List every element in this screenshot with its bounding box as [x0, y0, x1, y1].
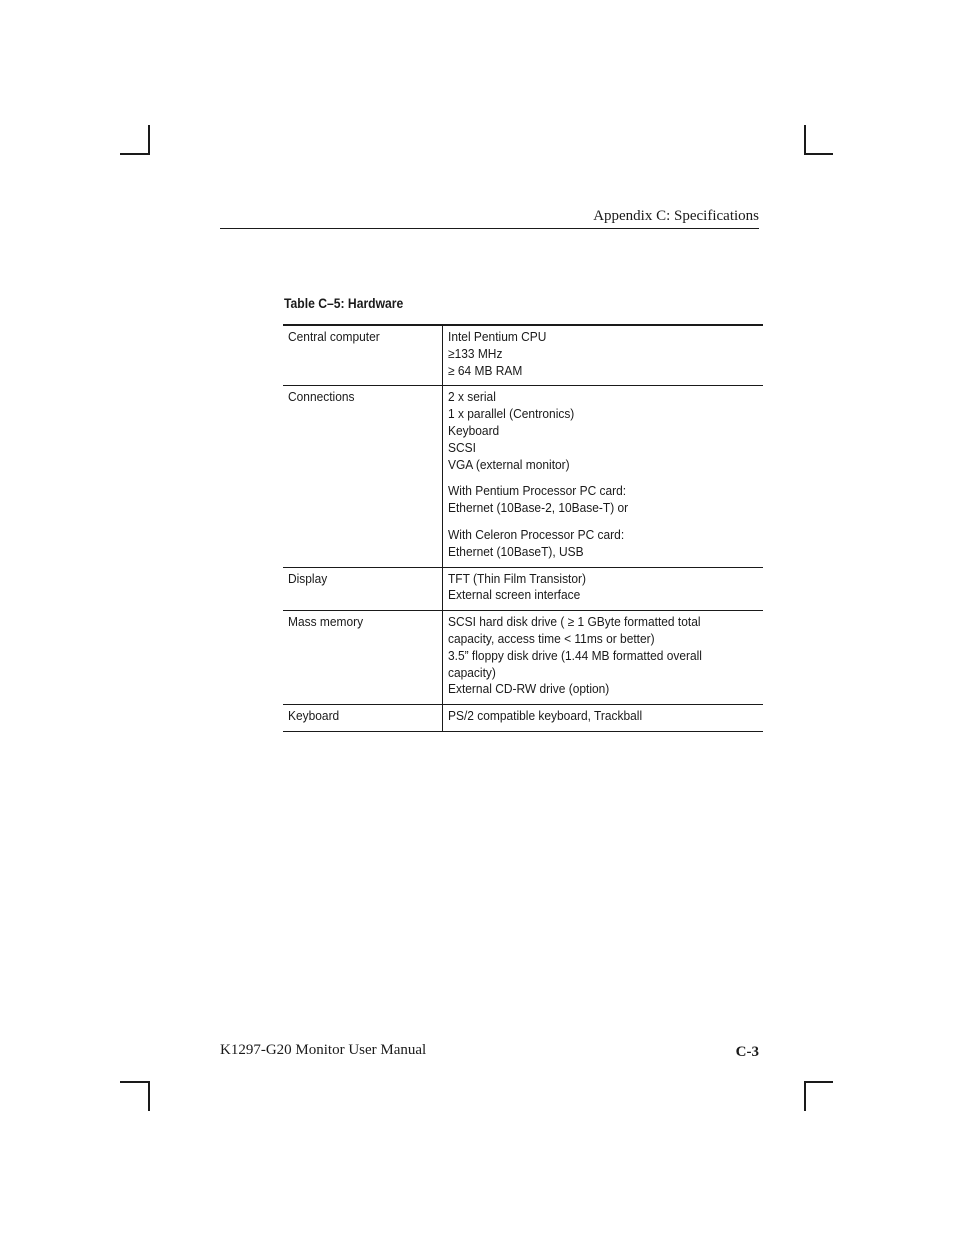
spec-value-text: capacity): [448, 664, 496, 680]
spec-label: Central computer: [288, 329, 380, 344]
spec-value-text: capacity, access time < 11ms or better): [448, 630, 655, 646]
spec-value-line: [448, 389, 758, 406]
spec-value-text: VGA (external monitor): [448, 456, 570, 472]
crop-mark-bottom-right-horizontal: [804, 1081, 833, 1083]
crop-mark-top-left-vertical: [148, 125, 150, 155]
spec-value-line: [448, 587, 758, 604]
spec-value-text: Ethernet (10Base-2, 10Base-T) or: [448, 500, 629, 516]
spec-value-line: [448, 631, 758, 648]
header-rule: [220, 228, 759, 229]
spec-value-group: [448, 527, 758, 561]
spec-value-text: Intel Pentium CPU: [448, 329, 547, 344]
spec-value-text: 1 x parallel (Centronics): [448, 406, 575, 422]
spec-value-line: [448, 648, 758, 665]
spec-value-line: [448, 571, 758, 588]
spec-value-text: Ethernet (10BaseT), USB: [448, 543, 584, 559]
table-row: [283, 567, 763, 611]
spec-value-cell: [443, 611, 764, 705]
spec-value-text: PS/2 compatible keyboard, Trackball: [448, 708, 643, 724]
spec-value-group: [448, 708, 758, 725]
spec-value-line: [448, 363, 758, 380]
spec-value-text: TFT (Thin Film Transistor): [448, 570, 586, 586]
crop-mark-top-left-horizontal: [120, 153, 150, 155]
spec-value-text: With Pentium Processor PC card:: [448, 483, 627, 499]
spec-value-group: [448, 614, 758, 698]
footer-manual-title: K1297-G20 Monitor User Manual: [220, 1042, 427, 1058]
spec-value-text: SCSI: [448, 439, 476, 455]
spec-value-group: [448, 389, 758, 473]
spec-value-line: [448, 544, 758, 561]
hardware-table: [283, 324, 763, 732]
spec-value-text: External CD-RW drive (option): [448, 681, 610, 697]
spec-value-text: External screen interface: [448, 587, 581, 603]
spec-value-cell: [443, 567, 764, 611]
spec-value-text: ≥ 64 MB RAM: [448, 362, 523, 378]
table-row: [283, 611, 763, 705]
crop-mark-top-right-vertical: [804, 125, 806, 155]
footer-page-number: C-3: [735, 1044, 759, 1060]
table-caption: Table C–5: Hardware: [284, 296, 404, 311]
spec-label-cell: [283, 705, 443, 732]
spec-label: Keyboard: [288, 708, 340, 724]
spec-value-text: 3.5” floppy disk drive (1.44 MB formatted overall: [448, 647, 702, 663]
spec-value-group: [448, 329, 758, 379]
spec-value-line: [448, 665, 758, 682]
crop-mark-bottom-left-vertical: [148, 1081, 150, 1111]
table-row: [283, 705, 763, 732]
running-header: Appendix C: Specifications: [593, 208, 759, 224]
spec-value-group: [448, 571, 758, 605]
spec-value-text: SCSI hard disk drive ( ≥ 1 GByte formatted total: [448, 614, 701, 630]
table-row: [283, 325, 763, 386]
spec-value-group: [448, 483, 758, 517]
spec-value-cell: [443, 705, 764, 732]
spec-label-cell: [283, 611, 443, 705]
spec-label-cell: [283, 567, 443, 611]
spec-value-cell: [443, 325, 764, 386]
table-row: [283, 386, 763, 567]
crop-mark-top-right-horizontal: [804, 153, 833, 155]
spec-label: Display: [288, 570, 328, 586]
spec-value-text: ≥133 MHz: [448, 345, 503, 361]
spec-label: Connections: [288, 389, 355, 405]
spec-value-text: 2 x serial: [448, 389, 496, 405]
spec-value-line: [448, 708, 758, 725]
spec-value-line: [448, 457, 758, 474]
spec-value-line: [448, 329, 758, 346]
spec-value-line: [448, 406, 758, 423]
spec-value-cell: [443, 386, 764, 567]
spec-value-text: With Celeron Processor PC card:: [448, 526, 625, 542]
spec-value-line: [448, 681, 758, 698]
spec-value-text: Keyboard: [448, 422, 500, 438]
spec-value-line: [448, 440, 758, 457]
crop-mark-bottom-right-vertical: [804, 1081, 806, 1111]
spec-label: Mass memory: [288, 614, 364, 630]
spec-value-line: [448, 483, 758, 500]
spec-label-cell: [283, 386, 443, 567]
crop-mark-bottom-left-horizontal: [120, 1081, 150, 1083]
spec-value-line: [448, 614, 758, 631]
spec-value-line: [448, 500, 758, 517]
spec-value-line: [448, 346, 758, 363]
spec-label-cell: [283, 325, 443, 386]
spec-value-line: [448, 423, 758, 440]
spec-value-line: [448, 527, 758, 544]
